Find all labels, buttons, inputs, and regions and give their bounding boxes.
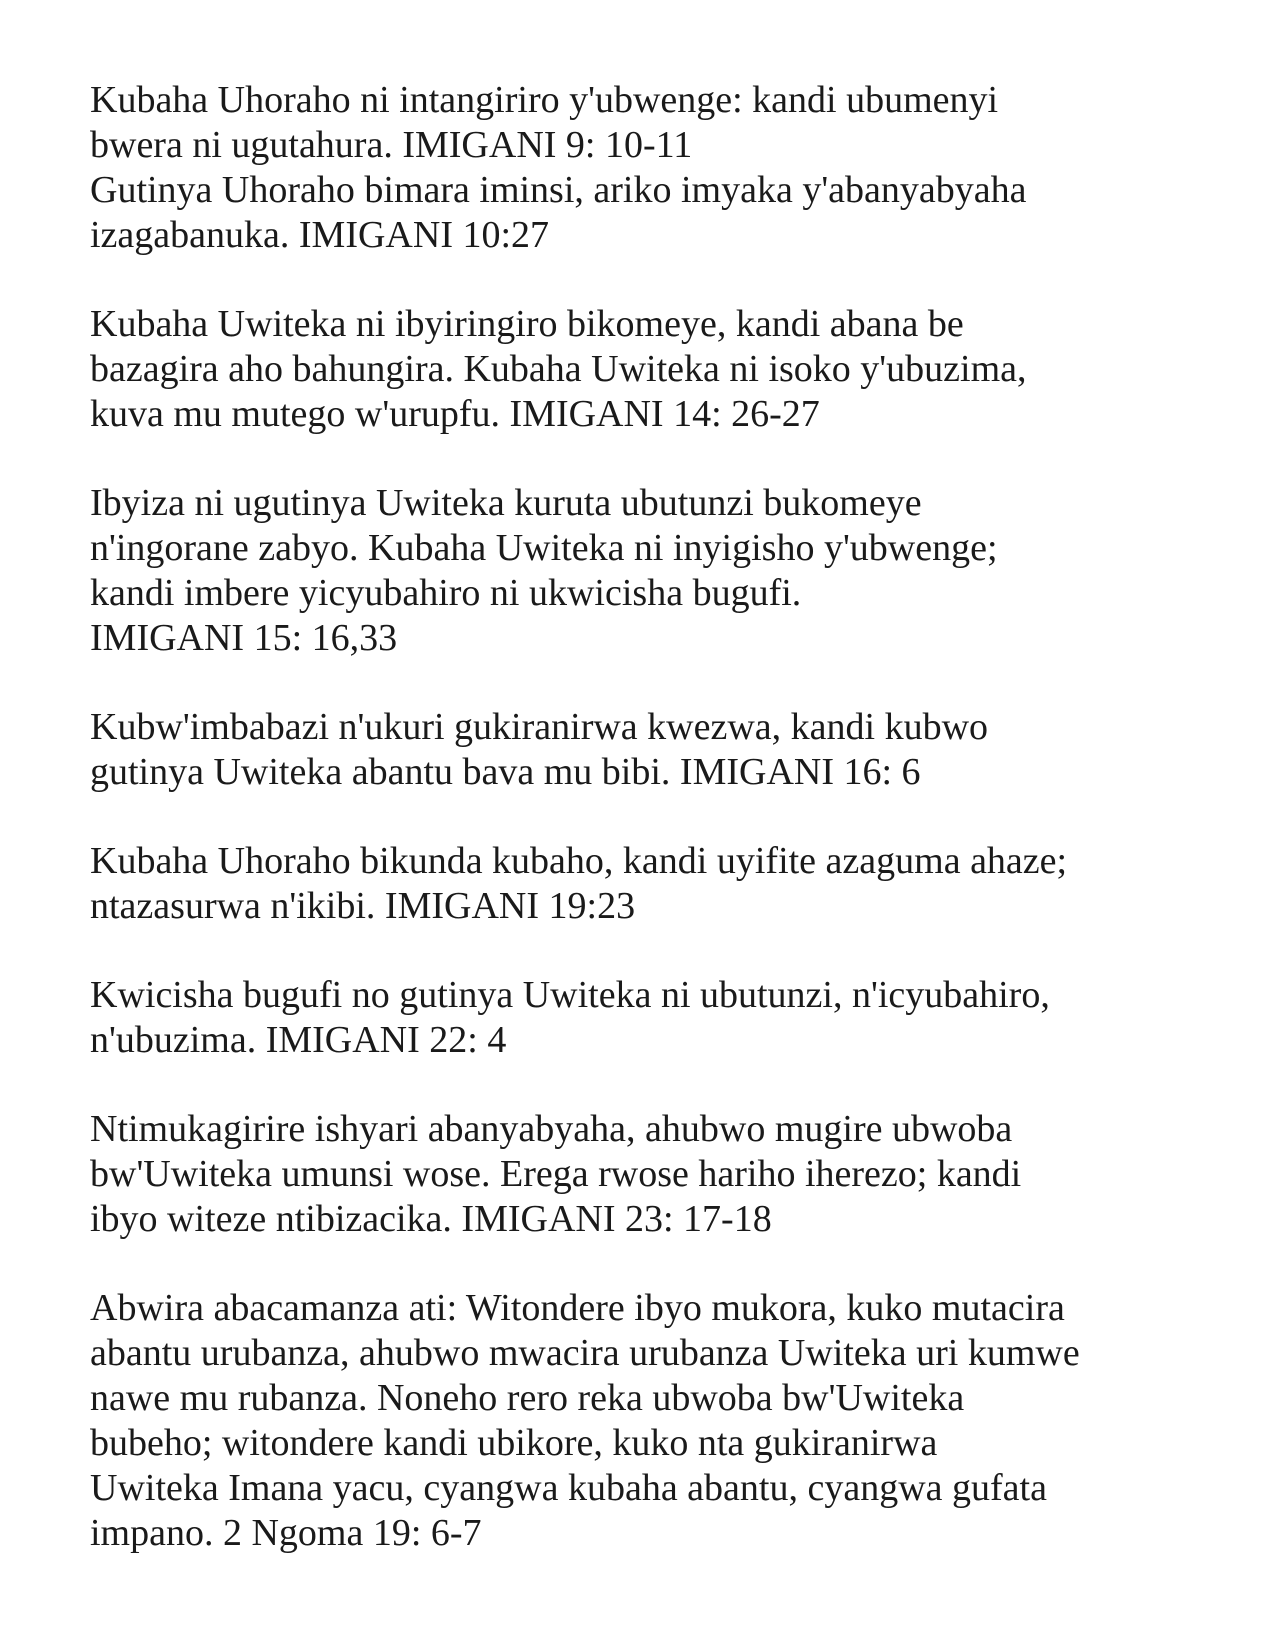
text-line: IMIGANI 15: 16,33	[90, 617, 398, 659]
text-line: ibyo witeze ntibizacika. IMIGANI 23: 17-18	[90, 1198, 772, 1240]
text-line: Kubaha Uhoraho ni intangiriro y'ubwenge: kandi ubumenyi	[90, 79, 999, 121]
paragraph-1	[90, 78, 1230, 258]
document-page	[90, 78, 1230, 1600]
text-line: izagabanuka. IMIGANI 10:27	[90, 214, 550, 256]
paragraph-4	[90, 705, 1230, 795]
text-line: gutinya Uwiteka abantu bava mu bibi. IMIGANI 16: 6	[90, 751, 921, 793]
text-line: kandi imbere yicyubahiro ni ukwicisha bugufi.	[90, 572, 802, 614]
paragraph-5	[90, 839, 1230, 929]
text-line: bazagira aho bahungira. Kubaha Uwiteka ni isoko y'ubuzima,	[90, 348, 1027, 390]
paragraph-7	[90, 1107, 1230, 1242]
text-line: Gutinya Uhoraho bimara iminsi, ariko imyaka y'abanyabyaha	[90, 169, 1027, 211]
text-line: Abwira abacamanza ati: Witondere ibyo mukora, kuko mutacira	[90, 1287, 1065, 1329]
paragraph-2	[90, 302, 1230, 437]
text-line: ntazasurwa n'ikibi. IMIGANI 19:23	[90, 885, 636, 927]
paragraph-3	[90, 481, 1230, 661]
text-line: nawe mu rubanza. Noneho rero reka ubwoba bw'Uwiteka	[90, 1377, 965, 1419]
text-line: Kubw'imbabazi n'ukuri gukiranirwa kwezwa, kandi kubwo	[90, 706, 989, 748]
text-line: n'ingorane zabyo. Kubaha Uwiteka ni inyigisho y'ubwenge;	[90, 527, 998, 569]
text-line: Ibyiza ni ugutinya Uwiteka kuruta ubutunzi bukomeye	[90, 482, 922, 524]
text-line: n'ubuzima. IMIGANI 22: 4	[90, 1019, 507, 1061]
text-line: Kwicisha bugufi no gutinya Uwiteka ni ubutunzi, n'icyubahiro,	[90, 974, 1050, 1016]
text-line: Ntimukagirire ishyari abanyabyaha, ahubwo mugire ubwoba	[90, 1108, 1013, 1150]
text-line: Kubaha Uhoraho bikunda kubaho, kandi uyifite azaguma ahaze;	[90, 840, 1068, 882]
text-line: abantu urubanza, ahubwo mwacira urubanza Uwiteka uri kumwe	[90, 1332, 1080, 1374]
text-line: Uwiteka Imana yacu, cyangwa kubaha abantu, cyangwa gufata	[90, 1467, 1047, 1509]
text-line: bwera ni ugutahura. IMIGANI 9: 10-11	[90, 124, 693, 166]
text-line: Kubaha Uwiteka ni ibyiringiro bikomeye, kandi abana be	[90, 303, 964, 345]
text-line: bw'Uwiteka umunsi wose. Erega rwose hariho iherezo; kandi	[90, 1153, 1022, 1195]
paragraph-6	[90, 973, 1230, 1063]
text-line: impano. 2 Ngoma 19: 6-7	[90, 1512, 482, 1554]
text-line: kuva mu mutego w'urupfu. IMIGANI 14: 26-27	[90, 393, 820, 435]
text-line: bubeho; witondere kandi ubikore, kuko nta gukiranirwa	[90, 1422, 938, 1464]
paragraph-8	[90, 1286, 1230, 1556]
